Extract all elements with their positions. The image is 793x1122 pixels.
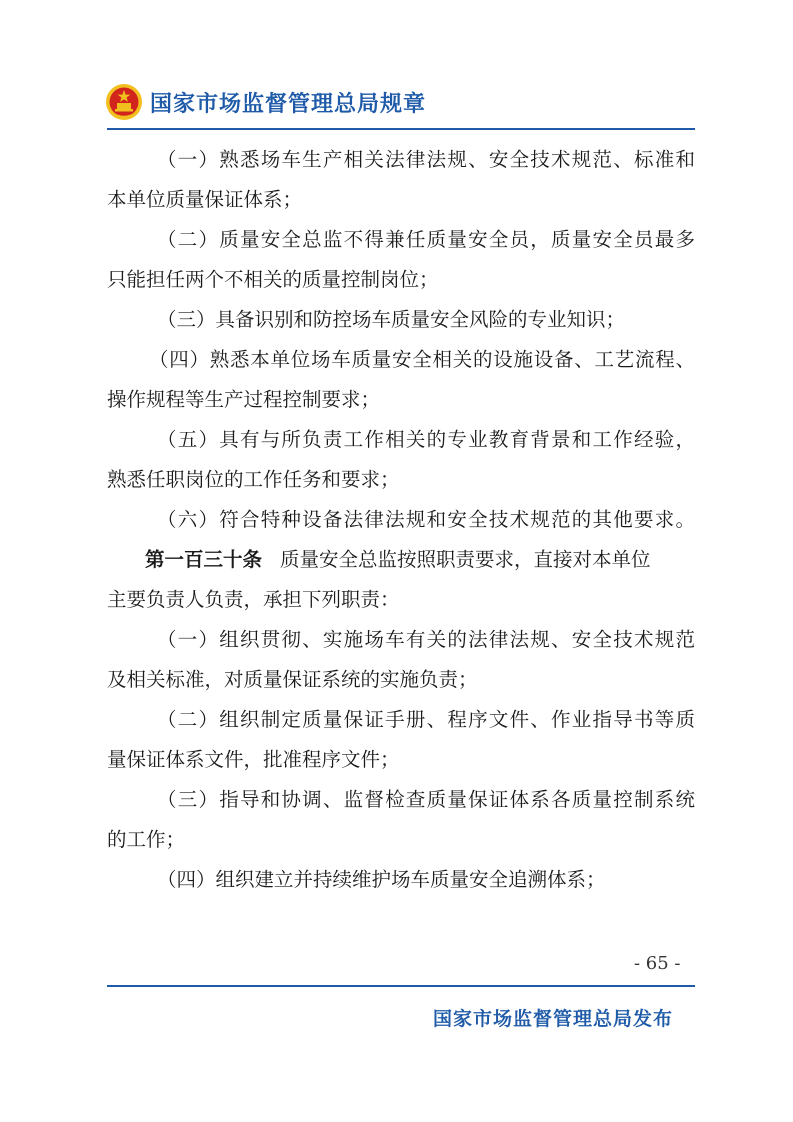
text-line: 熟悉任职岗位的工作任务和要求； [107,468,400,491]
text-line: （六）符合特种设备法律法规和安全技术规范的其他要求。 [157,508,695,531]
text-line: 本单位质量保证体系； [107,188,303,211]
text-line: （二）组织制定质量保证手册、程序文件、作业指导书等质 [157,708,695,731]
text-line: （一）组织贯彻、实施场车有关的法律法规、安全技术规范 [157,628,695,651]
text-line: 只能担任两个不相关的质量控制岗位； [107,268,439,291]
text-line: （三）具备识别和防控场车质量安全风险的专业知识； [157,308,626,331]
text-line: 及相关标准，对质量保证系统的实施负责； [107,668,478,691]
text-line: （四）组织建立并持续维护场车质量安全追溯体系； [157,868,606,891]
page-number: - 65 - [634,953,681,974]
text-line: 操作规程等生产过程控制要求； [107,388,381,411]
text-line: 主要负责人负责，承担下列职责： [107,588,400,611]
text-line: （一）熟悉场车生产相关法律法规、安全技术规范、标准和 [157,148,695,171]
page-header [104,80,426,124]
national-emblem-icon [104,82,144,122]
text-line: （四）熟悉本单位场车质量安全相关的设施设备、工艺流程、 [149,348,695,371]
article-number: 第一百三十条 [145,548,263,571]
text-line: （二）质量安全总监不得兼任质量安全员，质量安全员最多 [157,228,695,251]
document-body [107,140,695,900]
text-line: 的工作； [107,828,186,851]
text-line: （三）指导和协调、监督检查质量保证体系各质量控制系统 [157,788,695,811]
header-title: 国家市场监督管理总局规章 [150,91,427,117]
text-line: 量保证体系文件，批准程序文件； [107,748,400,771]
article-line [107,540,695,580]
footer-divider [107,985,695,987]
footer-publisher: 国家市场监督管理总局发布 [433,1008,674,1030]
article-text: 质量安全总监按照职责要求，直接对本单位 [280,548,651,571]
text-line: （五）具有与所负责工作相关的专业教育背景和工作经验， [157,428,695,451]
header-divider [107,128,695,130]
